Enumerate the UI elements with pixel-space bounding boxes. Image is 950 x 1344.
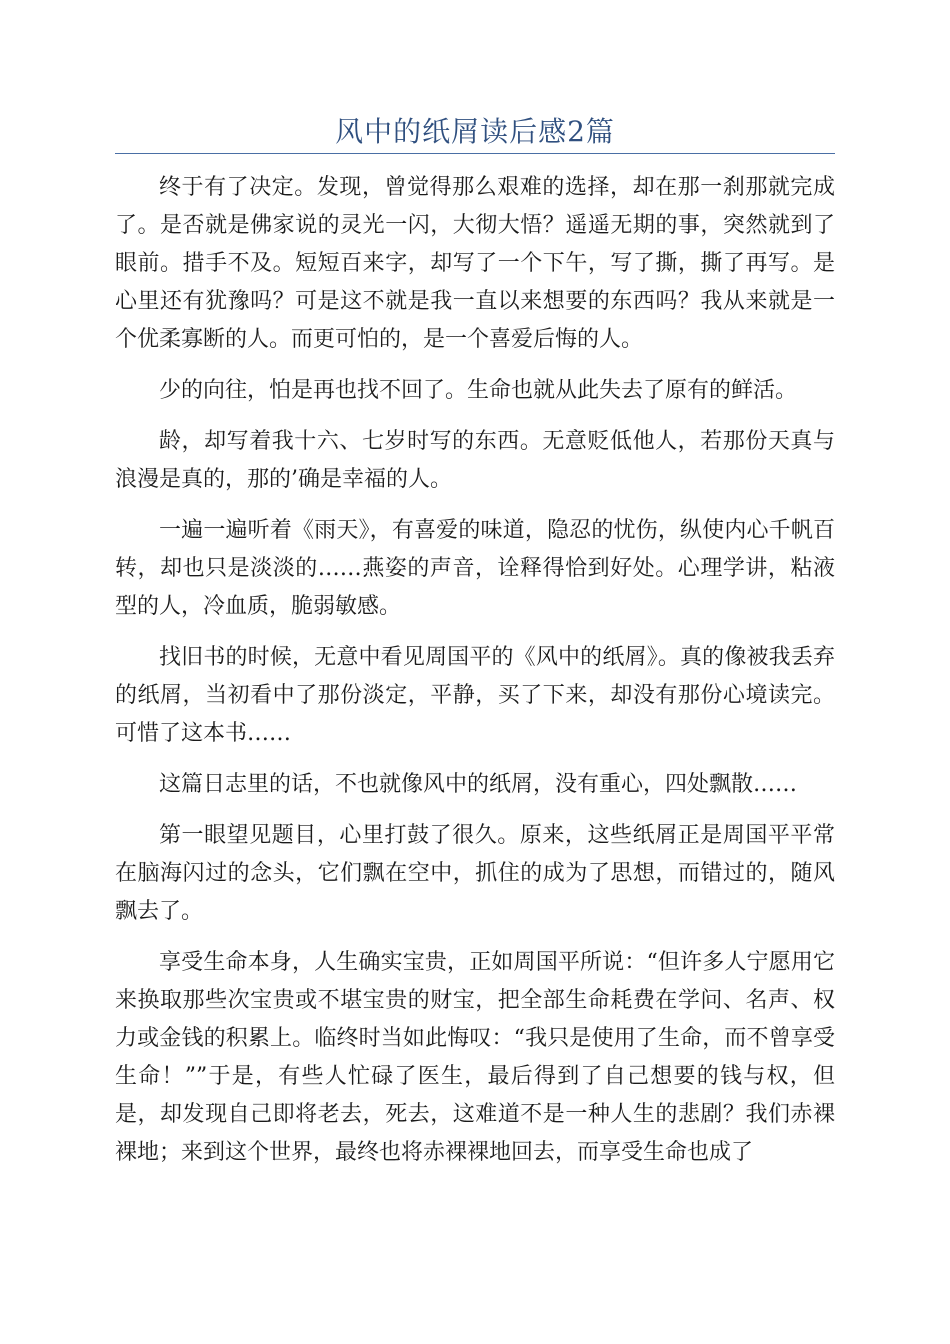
paragraph-4: 一遍一遍听着《雨天》，有喜爱的味道，隐忍的忧伤，纵使内心千帆百转，却也只是淡淡的……燕姿的声音，诠释得恰到好处。心理学讲，粘液型的人，冷血质，脆弱敏感。	[115, 518, 835, 619]
paragraph-1: 终于有了决定。发现，曾觉得那么艰难的选择，却在那一刹那就完成了。是否就是佛家说的灵光一闪，大彻大悟？遥遥无期的事，突然就到了眼前。措手不及。短短百来字，却写了一个下午，写了撕，撕了再写。是心里还有犹豫吗？可是这不就是我一直以来想要的东西吗？我从来就是一个优柔寡断的人。而更可怕的，是一个喜爱后悔的人。	[115, 175, 835, 352]
document-title: 风中的纸屑读后感2篇	[335, 115, 615, 148]
paragraph-2: 少的向往，怕是再也找不回了。生命也就从此失去了原有的鲜活。	[159, 378, 798, 403]
paragraph-5: 找旧书的时候，无意中看见周国平的《风中的纸屑》。真的像被我丢弃的纸屑，当初看中了那份淡定，平静，买了下来，却没有那份心境读完。可惜了这本书……	[115, 645, 835, 746]
paragraph-3: 龄，却写着我十六、七岁时写的东西。无意贬低他人，若那份天真与浪漫是真的，那的’确是幸福的人。	[115, 429, 835, 492]
title-underline	[115, 153, 835, 154]
paragraph-8: 享受生命本身，人生确实宝贵，正如周国平所说：“但许多人宁愿用它来换取那些次宝贵或不堪宝贵的财宝，把全部生命耗费在学问、名声、权力或金钱的积累上。临终时当如此悔叹：“我只是使用了生命，而不曾享受生命！””于是，有些人忙碌了医生，最后得到了自己想要的钱与权，但是，却发现自己即将老去，死去，这难道不是一种人生的悲剧？我们赤裸裸地；来到这个世界，最终也将赤裸裸地回去，而享受生命也成了	[115, 950, 835, 1165]
document-body	[115, 169, 835, 1185]
paragraph-6: 这篇日志里的话，不也就像风中的纸屑，没有重心，四处飘散……	[159, 772, 798, 797]
paragraph-7: 第一眼望见题目，心里打鼓了很久。原来，这些纸屑正是周国平平常在脑海闪过的念头，它们飘在空中，抓住的成为了思想，而错过的，随风飘去了。	[115, 823, 835, 924]
